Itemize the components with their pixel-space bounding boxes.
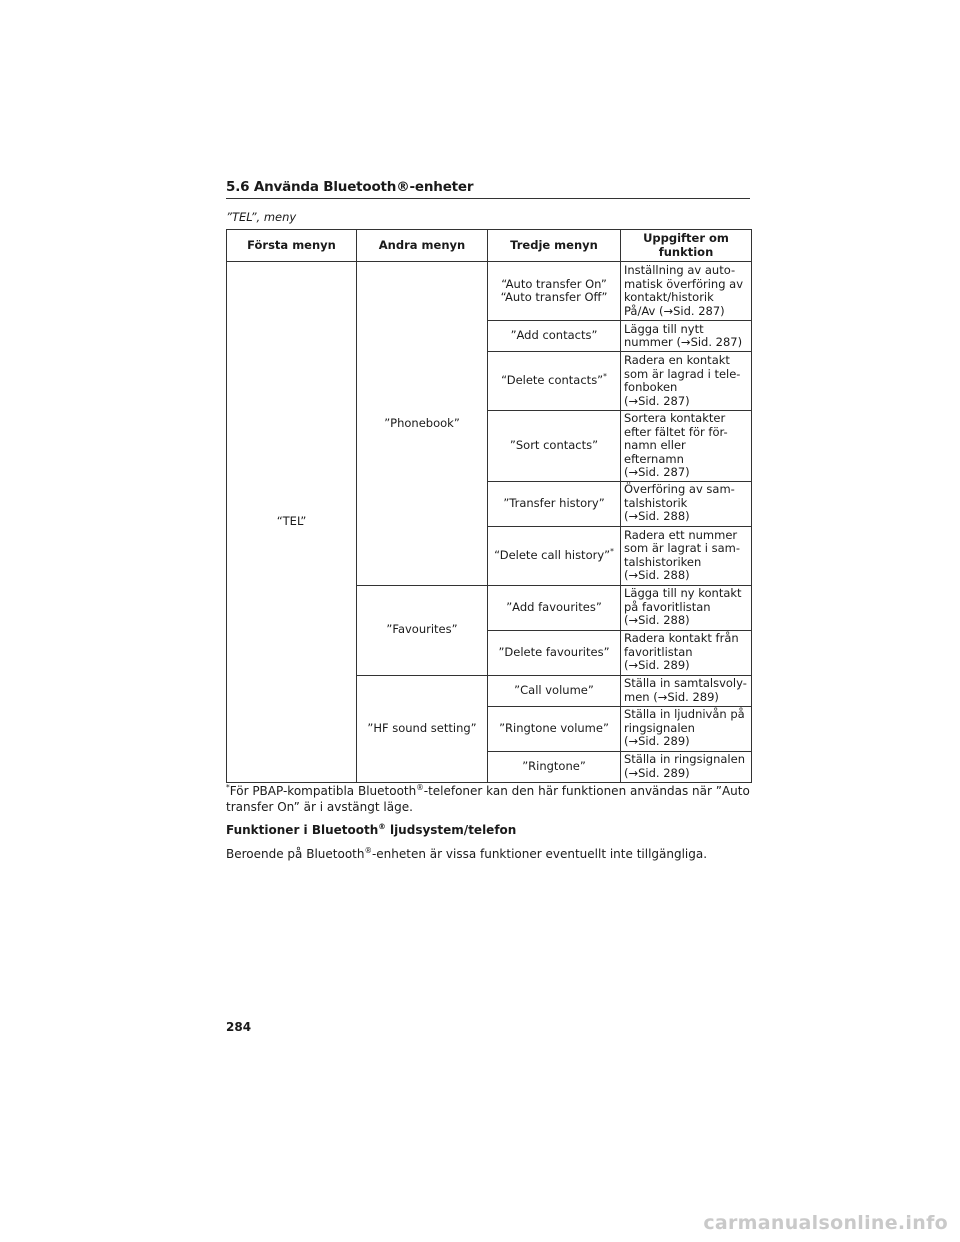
- third-menu-text: “Delete contacts”: [501, 373, 604, 388]
- third-menu-delete-contacts: [488, 352, 621, 411]
- subheading: [226, 823, 516, 837]
- function-description: Radera kontakt från favoritlistan (→Sid. 289): [621, 630, 752, 675]
- function-description: Radera ett nummer som är lagrat i sam- talshistoriken (→Sid. 288): [621, 526, 752, 585]
- third-menu-ringtone: [488, 751, 621, 782]
- table-caption: ”TEL”, meny: [226, 210, 297, 224]
- function-description: Lägga till nytt nummer (→Sid. 287): [621, 321, 752, 352]
- second-menu-favourites: ”Favourites”: [357, 585, 488, 675]
- third-menu-add-favourites: [488, 585, 621, 630]
- third-menu-text: ”Transfer history”: [503, 495, 605, 510]
- paragraph-text-start: Beroende på Bluetooth: [226, 847, 365, 861]
- third-menu-call-volume: [488, 675, 621, 706]
- body-paragraph: [226, 847, 707, 861]
- table-header-row: [227, 230, 752, 262]
- footnote-text-start: För PBAP-kompatibla Bluetooth: [229, 784, 417, 798]
- third-menu-text: “Auto transfer On” “Auto transfer Off”: [500, 276, 608, 304]
- function-description: Inställning av auto- matisk överföring av kontakt/historik På/Av (→Sid. 287): [621, 262, 752, 321]
- third-menu-text: ”Add contacts”: [510, 328, 598, 343]
- third-menu-delete-favourites: [488, 630, 621, 675]
- first-menu-tel: “TEL”: [227, 262, 357, 783]
- second-menu-hf-sound-setting: ”HF sound setting”: [357, 675, 488, 782]
- footnote: [226, 783, 751, 815]
- third-menu-delete-call-history: [488, 526, 621, 585]
- subheading-text-start: Funktioner i Bluetooth: [226, 823, 379, 837]
- footnote-text-line2: transfer On” är i avstängt läge.: [226, 800, 413, 814]
- registered-mark: ®: [416, 783, 424, 792]
- footnote-mark: *: [603, 372, 607, 382]
- third-menu-text: ”Ringtone volume”: [499, 720, 609, 735]
- function-description: Överföring av sam- talshistorik (→Sid. 288): [621, 481, 752, 526]
- function-description: Sortera kontakter efter fältet för för- namn eller efternamn (→Sid. 287): [621, 411, 752, 482]
- third-menu-text: ”Delete favourites”: [498, 644, 610, 659]
- third-menu-transfer-history: [488, 481, 621, 526]
- table-row: [227, 262, 752, 321]
- watermark: carmanualsonline.info: [703, 1212, 948, 1234]
- function-description: Ställa in ljudnivån på ringsignalen (→Sid. 289): [621, 706, 752, 751]
- page-number: 284: [226, 1020, 252, 1034]
- second-menu-phonebook: ”Phonebook”: [357, 262, 488, 586]
- footnote-mark: *: [226, 783, 230, 792]
- function-description: Radera en kontakt som är lagrad i tele- fonboken (→Sid. 287): [621, 352, 752, 411]
- third-menu-sort-contacts: [488, 411, 621, 482]
- footnote-text-end: -telefoner kan den här funktionen användas när ”Auto: [423, 784, 750, 798]
- header-third-menu: Tredje menyn: [488, 230, 621, 262]
- third-menu-add-contacts: [488, 321, 621, 352]
- third-menu-text: ”Add favourites”: [506, 599, 602, 614]
- function-description: Ställa in samtalsvoly- men (→Sid. 289): [621, 675, 752, 706]
- registered-mark: ®: [378, 822, 386, 831]
- third-menu-text: ”Sort contacts”: [509, 438, 599, 452]
- tel-menu-table: [226, 229, 752, 783]
- third-menu-auto-transfer: [488, 262, 621, 321]
- third-menu-text: “Delete call history”: [494, 547, 611, 562]
- header-second-menu: Andra menyn: [357, 230, 488, 262]
- third-menu-text: ”Call volume”: [514, 682, 594, 697]
- footnote-mark: *: [610, 546, 614, 556]
- function-description: Ställa in ringsignalen (→Sid. 289): [621, 751, 752, 782]
- third-menu-text: ”Ringtone”: [522, 758, 586, 773]
- header-first-menu: Första menyn: [227, 230, 357, 262]
- function-description: Lägga till ny kontakt på favoritlistan (→Sid. 288): [621, 585, 752, 630]
- subheading-text-end: ljudsystem/telefon: [385, 823, 517, 837]
- paragraph-text-end: -enheten är vissa funktioner eventuellt inte tillgängliga.: [371, 847, 708, 861]
- header-function-info: Uppgifter om funktion: [621, 230, 752, 262]
- third-menu-ringtone-volume: [488, 706, 621, 751]
- registered-mark: ®: [364, 846, 372, 855]
- section-header: 5.6 Använda Bluetooth®-enheter: [226, 179, 750, 199]
